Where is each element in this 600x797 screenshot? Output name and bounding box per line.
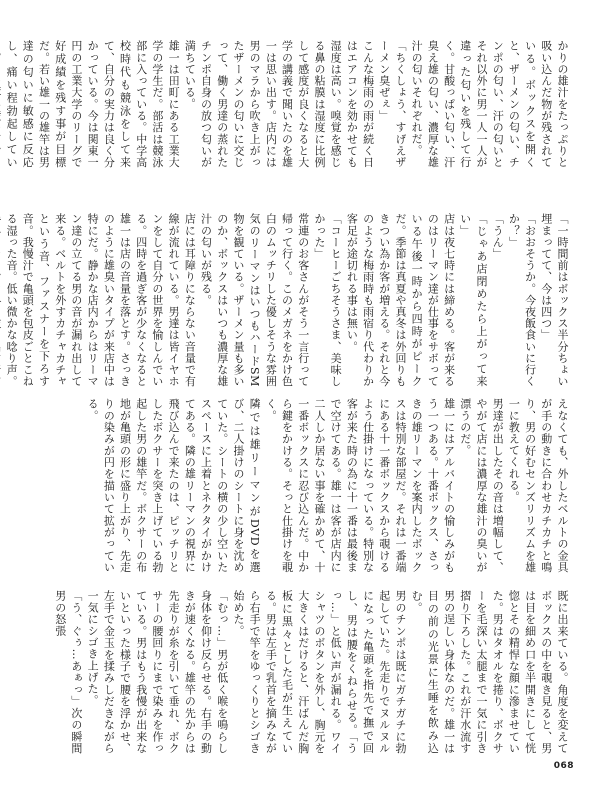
column-2-text: 「一時間前はボックス半分ちょい埋まってて、今は四つ」 「おおそうか。今夜飯食いに行くか？」 「うん」 「じゃあ店閉めたら上がって来い」 店は夜七時には締める。客が来るのはリーマン達が仕事をサボっている午後一時から四時がピークだ。季節は真夏や真冬は外回りもきつい為か客が増える。それと今のような梅雨時も雨宿り代わりか客足が途切れる事は無い。 「コーヒーごちそうさま、美味しかった」 常連のお客さんがそう一言行って帰って行く。このメガネをかけ色白のムッチリした優しそうな雰囲気のリーマンはいつもハードSM物を観ている。ザーメン量も多いのか、ボックスはいつも濃厚な雄汁の匂いが残る。 店には耳障りにならない音量で有線が流れている。男達は皆イヤホンをして自分の世界を愉しんでいる。四時を過ぎ客が少なくなると雄一は店の音量を落とす。さっきのように雄臭いタイプが来店中は特にだ。静かな店内からはリーマン達の立てる男の音が漏れ出して来る。ベルトを外すカチャカチャという音、ファスナーを下ろす音。我慢汁で亀頭を包皮ごとこねる湿った音。低い微かな唸り声。: [5, 213, 569, 387]
text-column-2: [5, 213, 570, 387]
column-1-text: かりの雄汁をたっぷりと吸い込んだ物が残されている。ボックスを開くと、ザーメンの匂い、チンポの匂い、汗の匂いとそれ以外に男一人一人が違った匂いを残して行く。甘酸っぱい匂い、汗臭え雄の匂い、濃厚な雄汁の匂いそれぞれだ。 「ちくしょう、すげえザーメン臭ぜぇ」 こんな梅雨の雨が続く日はエアコンを効かせても湿度は高い。嗅覚を感じる鼻の粘膜は湿度に比例して感度が良くなると大学の講義で聞いたのを雄一は思い出す。店内には男のマラから吹き上がったザーメンの匂いに交じって、働く男達の蒸れたチンポ自身の放つ匂いが満ちている。 雄一は田町にある工業大学の学生だ。部活は競泳部に入っている。中学高校時代も競泳をして来て、自分の実力は良く分かっている。今は関東一円の工業大学のリーグで好成績を残す事が目標だ。若い雄一の雄竿は男達の匂いに敏感に反応し、痛い程勃起してい: [5, 40, 569, 168]
text-column-1: [5, 40, 570, 168]
page-number: 068: [553, 761, 574, 771]
column-3-text: えなくても、外したベルトの金具が手の動きに合わせカチカチと鳴り、男の好むセンズリリズムを雄一に教えてくれる。 男達が出したその音は増幅して、やがて店には濃厚な雄汁の臭いが漂うのだ。 雄一にはアルバイトの愉しみがもう一つある。十番ボックス、さっきの雄リーマンを案内したボックスは特別な部屋だ。それは一番端にある十一番ボックスから覗けるよう仕掛けになっている。特別な客が来た時の為に十一番は最後まで空けてある。雄一は客が店内に二人しか居ない事を確かめて、十一番ボックスに忍び込んだ。中から鍵をかける。そっと仕掛けを覗く。 隣では雄リーマンがDVDを選び、二人掛けのシートに身を沈めていた。シートの横の少し空いたスペースに上着とネクタイがかけてある。隣の雄リーマンの視界に飛び込んで来たのは、ピッチリとしたボクサーを突き上げている勃起した男の雄竿だ。ボクサーの布地が亀頭の形に盛り上がり、先走りの染みが円を描いて拡がっている。: [86, 398, 569, 573]
text-column-3: [32, 398, 570, 573]
text-column-4: [32, 590, 570, 754]
column-4-text: 既に出来ている。角度を変えてボックスの中を覗き見ると、男は目を細め口を半開きにして恍惚とその精悍な顔に滲ませていた。男はタオルを捲り、ボクサーを毛深い太腿まで一気に引き摺り下ろした。これが汗水流す男の逞しい身体なのだ。雄一は目の前の光景に生唾を飲み込む。 男のチンポは既にガチガチに勃起していた。先走りでヌルヌルになった亀頭を指先で撫で回し、男は腰をくねらせる。「うっ…」と低い声が漏れる。ワイシャツのボタンを外し、胸元を大きくはだけると、汗ばんだ胸板に黒々とした毛が生えている。男は左手で乳首を摘みながら右手で竿をゆっくりとシゴき始めた。 「むっ…」男が低く喉を鳴らし身体を仰け反らせる。右手の動きが速くなる。雄竿の先からは先走りが糸を引いて垂れ、ボクサーの腰回りにまで染みを作っている。男はもう我慢が出来ないといった様子で腰を浮かせ、左手で金玉を揉みしだきながら一気にシゴき上げた。 「う、ぐぅ…あぁっ」次の瞬間男の怒張: [53, 590, 569, 754]
